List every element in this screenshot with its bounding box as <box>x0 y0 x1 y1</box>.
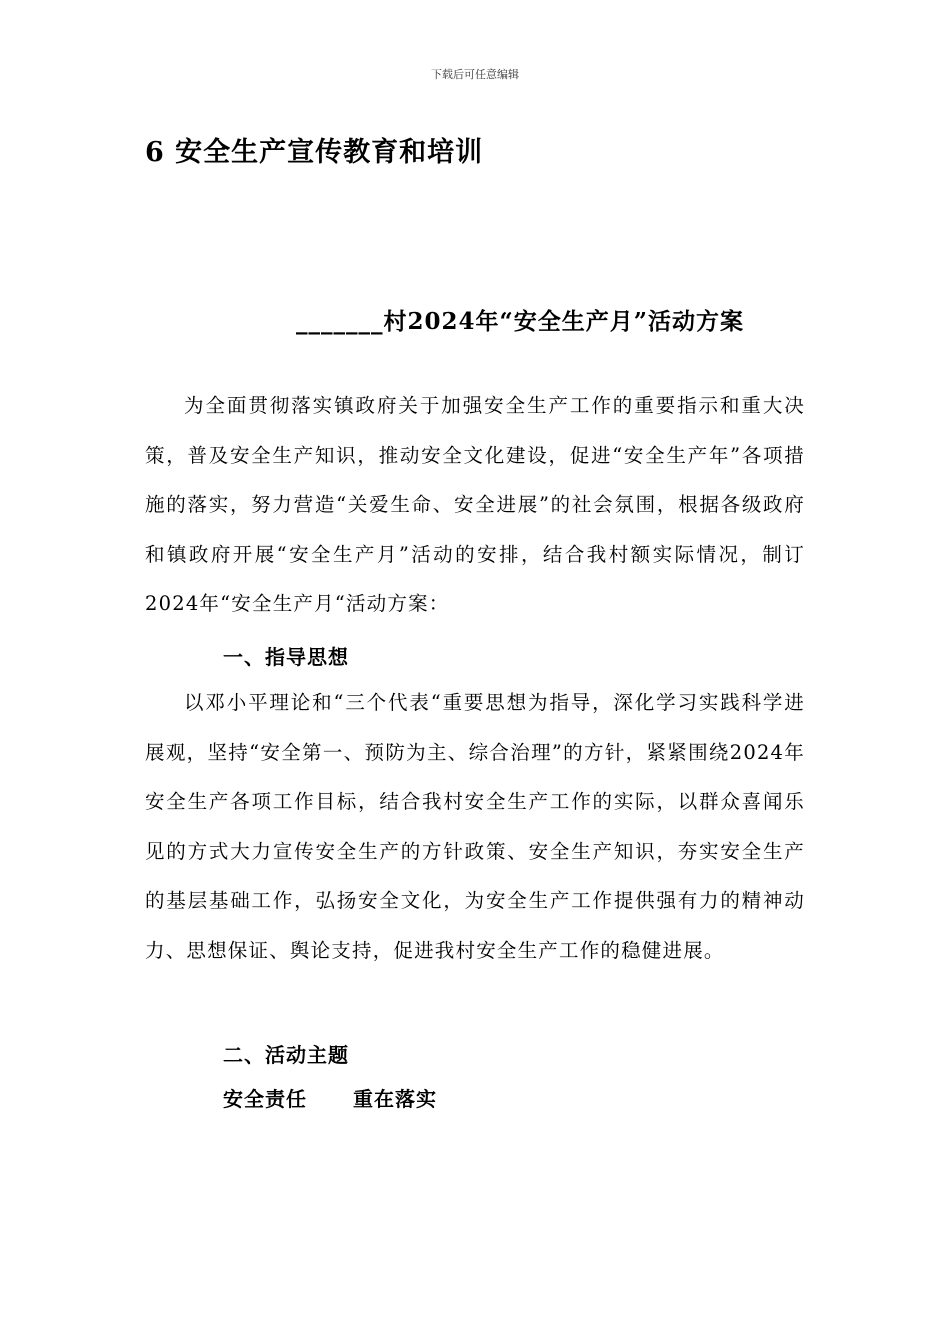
document-title: _______村2024年“安全生产月”活动方案 <box>296 308 744 335</box>
activity-theme <box>223 1083 437 1112</box>
theme-part-2: 重在落实 <box>353 1087 437 1111</box>
intro-paragraph: 为全面贯彻落实镇政府关于加强安全生产工作的重要指示和重大决策，普及安全生产知识，推动安全文化建设，促进“安全生产年”各项措施的落实，努力营造“关爱生命、安全进展”的社会氛围，根据各级政府和镇政府开展“安全生产月”活动的安排，结合我村额实际情况，制订2024年“安全生产月“活动方案： <box>145 394 805 616</box>
section-title: 6 安全生产宣传教育和培训 <box>145 137 484 168</box>
heading-guiding-ideology: 一、指导思想 <box>223 645 349 669</box>
theme-part-1: 安全责任 <box>223 1087 307 1111</box>
guiding-ideology-paragraph: 以邓小平理论和“三个代表“重要思想为指导，深化学习实践科学进展观，坚持“安全第一、预防为主、综合治理”的方针，紧紧围绕2024年安全生产各项工作目标，结合我村安全生产工作的实际，以群众喜闻乐见的方式大力宣传安全生产的方针政策、安全生产知识，夯实安全生产的基层基础工作，弘扬安全文化，为安全生产工作提供强有力的精神动力、思想保证、舆论支持，促进我村安全生产工作的稳健进展。 <box>145 691 805 962</box>
heading-activity-theme: 二、活动主题 <box>223 1043 349 1067</box>
page-header: 下载后可任意编辑 <box>431 68 519 81</box>
